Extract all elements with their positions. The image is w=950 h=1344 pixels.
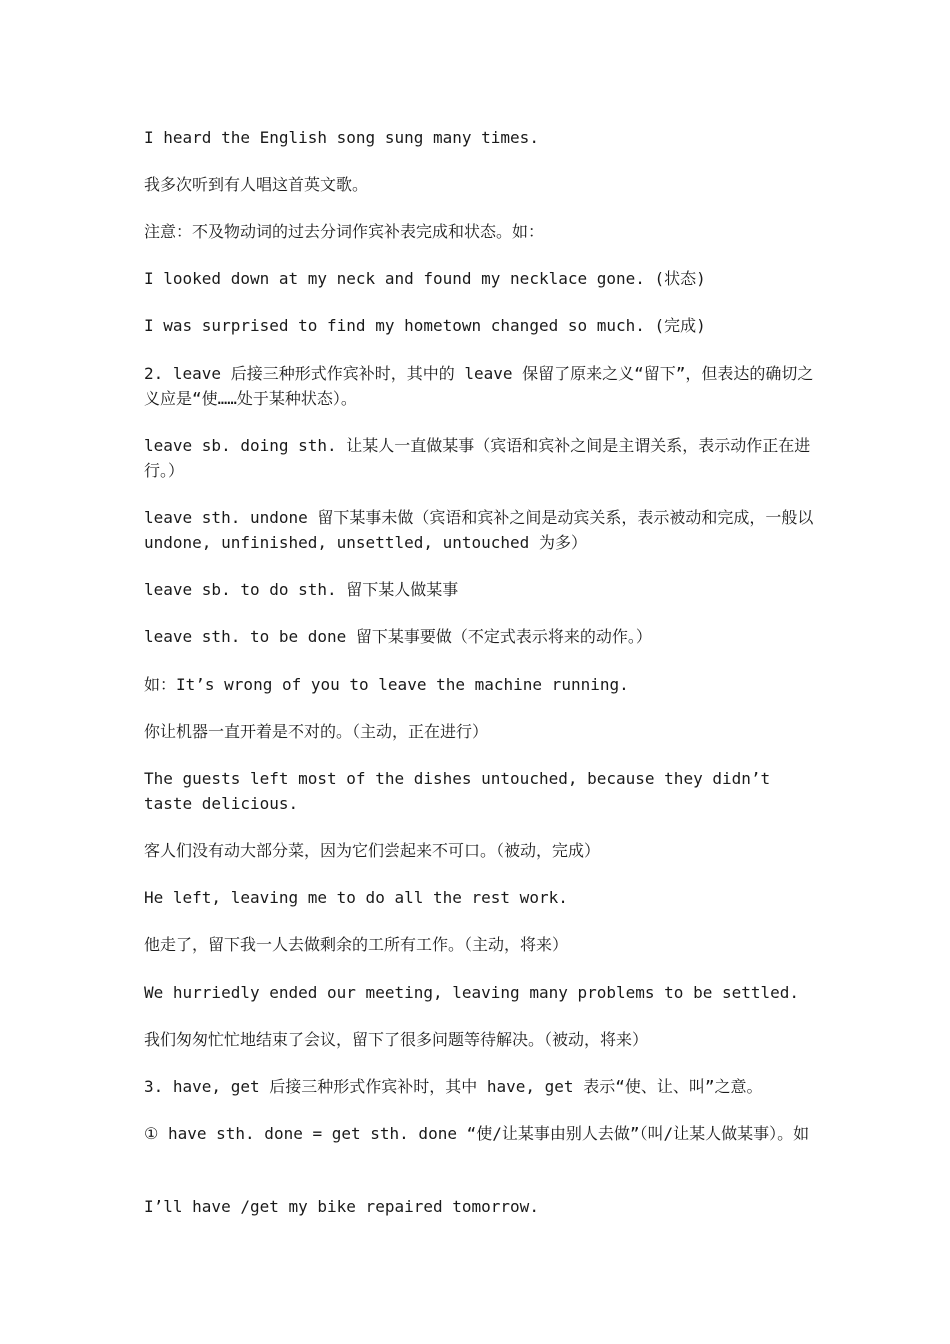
paragraph-13: The guests left most of the dishes untouched, because they didn’t taste delicious. xyxy=(144,769,771,813)
paragraph-6: 2. leave 后接三种形式作宾补时，其中的 leave 保留了原来之义“留下”，但表达的确切之义应是“使……处于某种状态）。 xyxy=(144,364,814,408)
paragraph-11: 如：It’s wrong of you to leave the machine running. xyxy=(144,675,629,694)
paragraph-16: 他走了，留下我一人去做剩余的工所有工作。（主动，将来） xyxy=(144,935,569,954)
paragraph-20: ① have sth. done = get sth. done “使/让某事由别人去做”（叫/让某人做某事）。如 xyxy=(144,1124,810,1143)
paragraph-3: 注意：不及物动词的过去分词作宾补表完成和状态。如： xyxy=(144,222,545,241)
paragraph-10: leave sth. to be done 留下某事要做（不定式表示将来的动作。） xyxy=(144,627,652,646)
paragraph-12: 你让机器一直开着是不对的。（主动，正在进行） xyxy=(144,722,489,741)
paragraph-14: 客人们没有动大部分菜，因为它们尝起来不可口。（被动，完成） xyxy=(144,841,601,860)
paragraph-4: I looked down at my neck and found my necklace gone. (状态) xyxy=(144,269,706,288)
paragraph-9: leave sb. to do sth. 留下某人做某事 xyxy=(144,580,459,599)
paragraph-1: I heard the English song sung many times. xyxy=(144,128,539,147)
paragraph-2: 我多次听到有人唱这首英文歌。 xyxy=(144,175,369,194)
paragraph-19: 3. have, get 后接三种形式作宾补时，其中 have, get 表示“使、让、叫”之意。 xyxy=(144,1077,763,1096)
paragraph-5: I was surprised to find my hometown changed so much. (完成) xyxy=(144,316,706,335)
paragraph-18: 我们匆匆忙忙地结束了会议，留下了很多问题等待解决。（被动，将来） xyxy=(144,1030,649,1049)
paragraph-8: leave sth. undone 留下某事未做（宾语和宾补之间是动宾关系，表示被动和完成，一般以 undone, unfinished, unsettled, untouched 为多） xyxy=(144,508,814,552)
paragraph-21: I’ll have /get my bike repaired tomorrow. xyxy=(144,1197,539,1216)
paragraph-17: We hurriedly ended our meeting, leaving many problems to be settled. xyxy=(144,983,800,1002)
paragraph-7: leave sb. doing sth. 让某人一直做某事（宾语和宾补之间是主谓关系，表示动作正在进行。） xyxy=(144,436,811,480)
paragraph-15: He left, leaving me to do all the rest work. xyxy=(144,888,568,907)
